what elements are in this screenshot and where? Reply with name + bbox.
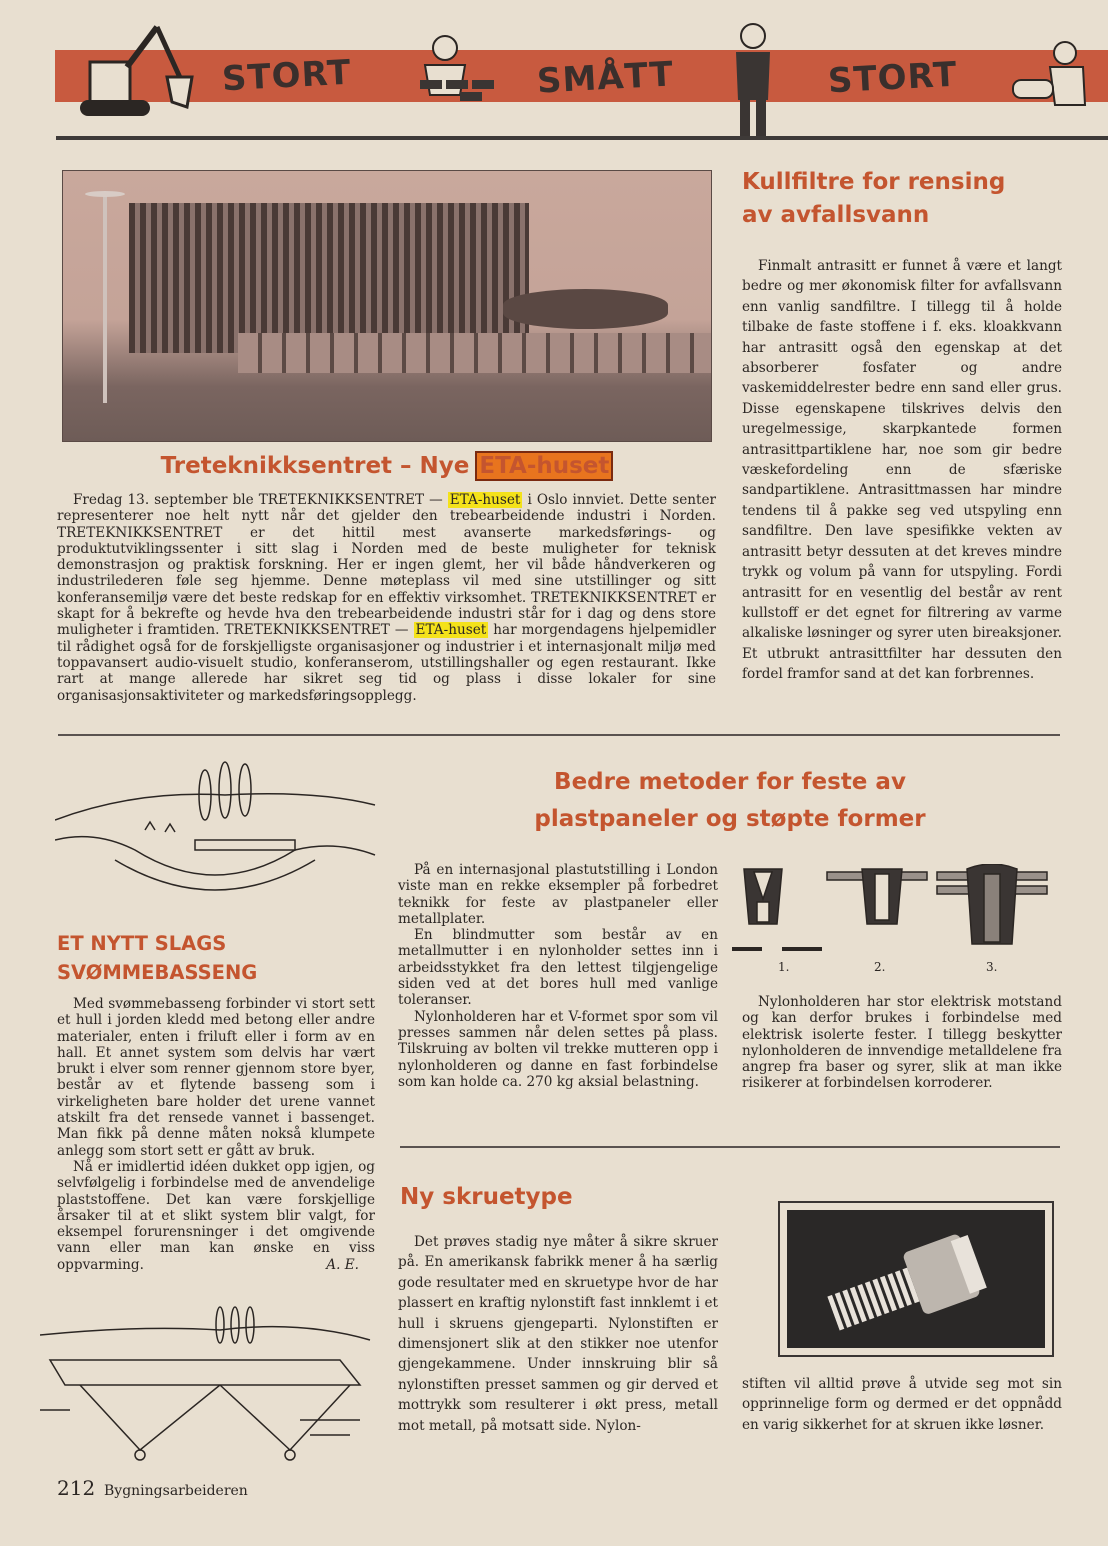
article3-title-line: ET NYTT SLAGS — [57, 932, 227, 955]
header-word-stort-2: STORT — [827, 54, 959, 102]
figure-label-1: 1. — [778, 960, 790, 974]
article4-title — [398, 764, 1062, 838]
article4-left-body — [398, 862, 718, 1090]
article3-title-line: SVØMMEBASSENG — [57, 961, 258, 984]
worker-illustration — [718, 20, 788, 150]
article1-text: i Oslo innviet. Dette senter representerer noe helt nytt når det gjelder den trebearbeidende industri i Norden. TRETEKNIKKSENTRET er det hittil mest avanserte markedsførings- og produktutviklingssenter i sitt slag i Norden med de beste muligheter for teknisk demonstrasjon og praktisk forskning. Her er ingen glemt, her vil både håndverkeren og industrilederen føle seg hjemme. Denne møteplass vil med sine utstillinger og sitt konferansemiljø være det beste redskap for en effektiv virksomhet. TRETEKNIKKSENTRET er skapt for å bekrefte og hevde hva den trebearbeidende industri står for i dag og dens store muligheter i framtiden. TRETEKNIKKSENTRET — — [57, 492, 716, 639]
floating-pool-illustration — [40, 1300, 380, 1470]
article4-paragraph: Nylonholderen har stor elektrisk motstand og kan derfor brukes i forbindelse med elektrisk isolerte fester. I tillegg beskytter nylonholderen de innvendige metalldelene fra angrep fra baser og syrer, slik at man ikke risikerer at forbindelsen korroderer. — [742, 994, 1062, 1092]
article4-title-line: plastpaneler og støpte former — [534, 806, 926, 832]
article1-title-highlight: ETA-huset — [479, 453, 610, 479]
article5-paragraph: Det prøves stadig nye måter å sikre skruer på. En amerikansk fabrikk mener å ha særlig gode resultater med en skruetype hvor de har plassert en kraftig nylonstift fast innklemt i et hull i skruens gjengeparti. Nylonstiften er dimensjonert slik at den stikker noe utenfor gjengekammene. Under innskruing blir så nylonstiften presset sammen og gir derved et mottrykk som resulterer i økt press, metall mot metall, på motsatt side. Nylon- — [398, 1234, 718, 1434]
article3-title — [57, 929, 257, 987]
article4-paragraph: En blindmutter som består av en metallmutter i en nylonholder settes inn i arbeidsstykket fra den lettest tilgjengelige siden ved at det bores hull med vanlige toleranser. — [398, 927, 718, 1009]
article1-text: Fredag 13. september ble TRETEKNIKKSENTRET — — [73, 492, 448, 508]
pool-illustration — [55, 760, 380, 910]
screw-photo-frame — [778, 1201, 1054, 1357]
article2-title-line: Kullfiltre for rensing — [742, 169, 1006, 195]
header-rule — [56, 136, 1108, 140]
article5-left-body — [398, 1232, 718, 1436]
article5-title: Ny skruetype — [400, 1184, 573, 1210]
figure-label-2: 2. — [874, 960, 886, 974]
article4-title-line: Bedre metoder for feste av — [554, 769, 906, 795]
article5-right-body — [742, 1374, 1062, 1435]
screw-icon — [787, 1210, 1045, 1348]
article3-body — [57, 996, 375, 1273]
article1-text: har morgendagens hjelpemidler til rådighet også for de forskjelligste organisasjoner og industrier i et internasjonalt miljø med toppavansert audio-visuelt studio, konferanserom, utstillingshaller og egen restaurant. Ikke rart at mange allerede har sikret seg tid og plass i disse lokaler for sine organisasjonsaktiviteter og markedsføringsopplegg. — [57, 622, 716, 704]
article2-body — [742, 256, 1062, 685]
article4-paragraph: På en internasjonal plastutstilling i London viste man en rekke eksempler på forbedret teknikk for feste av plastpaneler eller metallplater. — [398, 862, 718, 927]
figure-label-3: 3. — [986, 960, 998, 974]
article1-body — [57, 492, 716, 704]
header-word-smatt: SMÅTT — [536, 54, 675, 102]
article1-highlight: ETA-huset — [415, 622, 487, 639]
article5-paragraph: stiften vil alltid prøve å utvide seg mot sin opprinnelige form og dermed er det oppnådd en varig sikkerhet for at skruen ikke løsner. — [742, 1376, 1062, 1433]
article1-highlight: ETA-huset — [449, 492, 521, 508]
publication-name: Bygningsarbeideren — [104, 1483, 248, 1499]
article2-paragraph: Finmalt antrasitt er funnet å være et langt bedre og mer økonomisk filter for avfallsvann enn vanlig sandfiltre. I tillegg til å holde tilbake de faste stoffene i f. eks. kloakkvann har antrasitt også den egenskap at det absorberer fosfater og andre vaskemiddelrester bedre enn sand eller grus. Disse egenskapene tilskrives delvis den uregelmessige, skarpkantede formen antrasittpartiklene har, noe som gir bedre væskefordeling enn de sfæriske sandpartiklene. Antrasittmassen har mindre tendens til å pakke seg ved utspyling enn sandfiltre. Den lave spesifikke vekten av antrasitt betyr dessuten at det kreves mindre trykk og volum på vann for utspyling. Fordi antrasitt for en vesentlig del består av rent kullstoff er det egnet for filtrering av varme alkaliske løsninger og syrer uten bireaksjoner. Et utbrukt antrasittfilter har dessuten den fordel framfor sand at det kan forbrennes. — [742, 258, 1062, 683]
article3-paragraph: Nå er imidlertid idéen dukket opp igjen, og selvfølgelig i forbindelse med de anvendelige plaststoffene. Det kan være forskjellige årsaker til at et slikt system blir valgt, for eksempel forurensninger i det omgivende vann eller man kan ønske en viss oppvarming. — [57, 1158, 375, 1273]
blind-nut-diagrams — [732, 864, 1062, 959]
article1-title-prefix: Treteknikksentret – Nye — [160, 453, 470, 479]
screw-photo — [787, 1210, 1045, 1348]
article4-paragraph: Nylonholderen har et V-formet spor som vil presses sammen når delen settes på plass. Tilskruing av bolten vil trekke mutteren opp i nylonholderen og danne en fast forbindelse som kan holde ca. 270 kg aksial belastning. — [398, 1008, 718, 1090]
article2-title-line: av avfallsvann — [742, 202, 930, 228]
article4-right-body — [742, 994, 1062, 1092]
article2-title — [742, 166, 1005, 232]
carpenter-illustration — [1005, 35, 1100, 110]
page-number: 212 — [57, 1476, 96, 1500]
header-word-stort: STORT — [221, 52, 353, 100]
section-divider-2 — [400, 1146, 1060, 1148]
article3-signature: A. E. — [326, 1257, 359, 1274]
excavator-illustration — [72, 22, 202, 122]
article3-paragraph: Med svømmebasseng forbinder vi stort sett et hull i jorden kledd med betong eller andre materialer, enten i friluft eller i form av en hall. Et annet system som delvis har vært brukt i elver som renner gjennom store byer, består av et flytende basseng som i virkeligheten bare holder det urene vannet atskilt fra det rensede vannet i bassenget. Man fikk på denne måten nokså klumpete anlegg som stort sett er gått av bruk. — [57, 996, 375, 1159]
article1-title — [62, 453, 710, 479]
bricklayer-illustration — [400, 30, 510, 105]
building-photo — [62, 170, 712, 442]
section-divider — [58, 734, 1060, 736]
